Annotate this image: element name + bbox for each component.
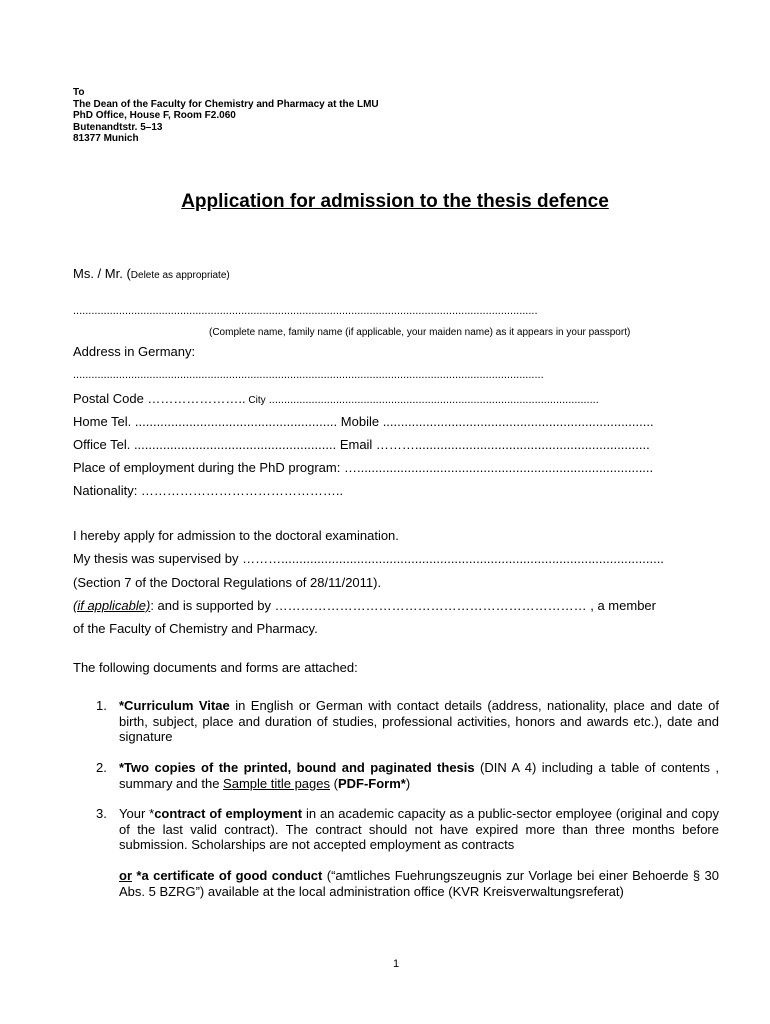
supervisor-field[interactable]: My thesis was supervised by ……….......................................................................................................... — [73, 551, 664, 566]
if-applicable-label: (if applicable) — [73, 598, 151, 613]
salutation-label: Ms. / Mr. ( — [73, 266, 131, 281]
address-label: Address in Germany: — [73, 344, 196, 359]
item-contract-bold: contract of employment — [154, 806, 303, 821]
or-label: or — [119, 868, 132, 883]
address-field[interactable]: .......................................................................................................................................................... — [73, 369, 544, 381]
item-thesis-text: (DIN A 4) including a table of contents , summary and the — [119, 760, 719, 791]
page-number: 1 — [393, 958, 400, 970]
home-tel-row — [73, 414, 715, 429]
item-thesis-paren: ( — [330, 775, 338, 791]
employment-field[interactable]: Place of employment during the PhD program: ….................................................................................. — [73, 460, 654, 475]
list-item-thesis — [119, 760, 719, 791]
item-thesis-close: ) — [405, 775, 411, 791]
home-tel-field[interactable]: Home Tel. ........................................................ — [73, 414, 338, 429]
apply-statement: I hereby apply for admission to the doctoral examination. — [73, 528, 399, 543]
item-cv-bold: *Curriculum Vitae — [119, 698, 230, 713]
postal-row — [73, 391, 715, 406]
mobile-field[interactable]: Mobile ........................................................................... — [337, 414, 654, 429]
list-number-3: 3. — [96, 806, 107, 821]
postal-code-field[interactable]: Postal Code ………………….. — [73, 391, 246, 406]
office-tel-field[interactable]: Office Tel. ........................................................ — [73, 437, 337, 452]
name-field[interactable]: ........................................................................................................................................................ — [73, 305, 538, 317]
attached-heading: The following documents and forms are attached: — [73, 660, 358, 675]
item-cv-text: in English or German with contact details (address, nationality, place and date of birth, subject, place and duration of studies, professional activities, honors and awards etc.), date and signature — [119, 698, 720, 744]
office-tel-row — [73, 437, 715, 452]
email-field[interactable]: Email ………................................................................. — [336, 437, 650, 452]
section-reference: (Section 7 of the Doctoral Regulations of 28/11/2011). — [73, 575, 382, 590]
salutation-note: Delete as appropriate) — [130, 270, 230, 281]
sample-title-pages-link[interactable]: Sample title pages — [223, 775, 330, 791]
good-conduct-alternative — [119, 868, 719, 899]
city-field[interactable]: ............................................................................................................ — [265, 394, 599, 406]
city-label: City — [245, 395, 266, 406]
address-line-city: 81377 Munich — [73, 133, 139, 144]
list-number-1: 1. — [96, 698, 107, 713]
list-item-contract — [119, 806, 719, 853]
item-contract-text: in an academic capacity as a public-sector employee (original and copy of the last valid contract). The contract should not have expired more than three months before submission. Scholarships are not accepted employment as contracts — [119, 806, 719, 852]
item-contract-pre: Your * — [119, 806, 155, 821]
address-line-street: Butenandtstr. 5–13 — [73, 121, 163, 133]
good-conduct-bold: *a certificate of good conduct — [132, 868, 323, 883]
supporter-row — [73, 598, 715, 613]
good-conduct-text: (“amtliches Fuehrungszeugnis zur Vorlage bei einer Behoerde § 30 Abs. 5 BZRG”) available at the local administration office (KVR Kreisverwaltungsreferat) — [119, 868, 719, 899]
address-line-dean: The Dean of the Faculty for Chemistry and Pharmacy at the LMU — [73, 98, 379, 110]
list-number-2: 2. — [96, 760, 107, 775]
nationality-field[interactable]: Nationality: ……………………………………….. — [73, 483, 344, 498]
salutation — [73, 266, 230, 284]
address-line-to: To — [73, 87, 85, 98]
faculty-line: of the Faculty of Chemistry and Pharmacy. — [73, 621, 318, 636]
name-hint: (Complete name, family name (if applicable, your maiden name) as it appears in your passport) — [209, 327, 631, 338]
supporter-field[interactable]: : and is supported by ……………………………………………………………… , a member — [150, 598, 656, 613]
list-item-cv — [119, 698, 719, 745]
page-title: Application for admission to the thesis defence — [181, 191, 609, 212]
item-thesis-bold: *Two copies of the printed, bound and paginated thesis — [119, 760, 475, 775]
address-line-office: PhD Office, House F, Room F2.060 — [73, 110, 236, 121]
pdf-form-link[interactable]: PDF-Form* — [337, 775, 406, 791]
